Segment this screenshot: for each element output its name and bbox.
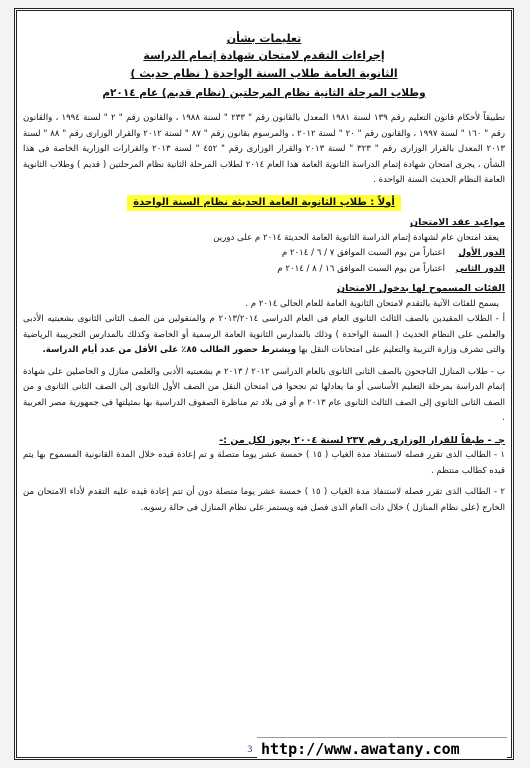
second-round-row <box>23 262 505 278</box>
decree-heading: جـ - طبقاً للقرار الوزارى رقم ٢٣٧ لسنة ٢٠٠٤ يجوز لكل من :- <box>219 434 505 446</box>
categories-heading: الفئات المسموح لها بدخول الامتحان <box>336 283 505 294</box>
intro-paragraph: تطبيقاً لأحكام قانون التعليم رقم ١٣٩ لسنة ١٩٨١ المعدل بالقانون رقم " ٢٣٣ " لسنة ١٩٨٨ ، والقانون رقم " ٢ " لسنة ١٩٩٤ ، والقانون رقم " ١٦٠ " لسنة ١٩٩٧ ، والقانون رقم " ٢٠ " لسنة ٢٠١٢ ، والمرسوم بقانون رقم " ٨٧ " لسنة ٢٠١٢ والقرار الوزارى رقم " ٨٨ " لسنة ٢٠١٣ المعدل بالقرار الوزارى رقم " ٣٢٣ " لسنة ٢٠١٣ والقرار الوزارى رقم " ٤٥٢ " لسنة ٢٠١٣ والقرارات الوزارية الخاصة فى هذا الشأن ، يجرى امتحان شهادة إتمام الدراسة الثانوية العامة هذا العام ٢٠١٤ لطلاب المرحلة الثانية نظام المرحلتين ( قديم ) وطلاب الثانوية العامة النظام الحديث السنة الواحدة . <box>23 113 506 185</box>
category-a-condition: ويشترط حضور الطالب ٨٥٪ على الأقل من عدد أيام الدراسة. <box>42 345 297 355</box>
title-line-4: وطلاب المرحلة الثانية نظام المرحلتين (نظام قديم) عام ٢٠١٤م <box>102 87 426 99</box>
second-round-date: اعتباراً من يوم السبت الموافق ١٦ / ٨ / ٢٠١٤ م <box>277 263 445 274</box>
section-header: أولاً : طلاب الثانوية العامة الحديثة نظام السنة الواحدة <box>127 195 401 211</box>
category-a-text: أ - الطلاب المقيدين بالصف الثالث الثانوى العام فى العام الدراسى ٢٠١٣/٢٠١٤ م والمنقولين من الصف الثانى الثانوى بشعبتيه الأدبى والعلمى على النظام الحديث ( السنة الواحدة ) وذلك بالمدارس الثانوية العامة الرسمية أو الخاصة وكذلك بالمدارس التجريبية الرياضية والتى تشرف وزارة التربية والتعليم على امتحانات النقل بها <box>23 314 505 355</box>
dates-text: يعقد امتحان عام لشهادة إتمام الدراسة الثانوية العامة الحديثة ٢٠١٤ م على دورين <box>213 232 499 243</box>
title-line-2: إجراءات التقدم لامتحان شهادة إتمام الدراسة <box>143 49 385 62</box>
decree-item-1: ١ - الطالب الذى تقرر فصله لاستنفاذ مدة الغياب ( ١٥ ) خمسة عشر يوما متصلة و تم إعادة قيده خلال المدة القانونية المسموح بها يتم قيده كطالب منتظم . <box>23 450 505 476</box>
document-body <box>23 17 505 751</box>
page-number: 3 <box>247 745 253 755</box>
document-page <box>14 8 514 760</box>
watermark-url: http://www.awatany.com <box>257 737 507 759</box>
first-round-date: اعتباراً من يوم السبت الموافق ٧ / ٦ / ٢٠١٤ م <box>281 248 445 258</box>
categories-text: يسمح للفئات الآتية بالتقدم لامتحان الثانوية العامة للعام الحالى ٢٠١٤ م . <box>245 298 499 309</box>
category-a <box>23 312 505 359</box>
title-line-3: الثانوية العامة طلاب السنة الواحدة ( نظام حديث ) <box>130 67 398 80</box>
title-line-1: تعليمات بشأن <box>226 32 302 45</box>
first-round-row <box>23 246 505 262</box>
decree-item-2: ٢ - الطالب الذى تقرر فصله لاستنفاذ مدة الغياب ( ١٥ ) خمسة عشر يوما متصلة دون أن تتم إعادة قيده عليه التقدم لأداء الامتحان من الخارج (على نظام المنازل ) خلال ذات العام الذى فصل فيه ويستمر على نظام المنازل فى حالة رسوبه. <box>23 487 505 513</box>
dates-heading: مواعيد عقد الامتحان <box>410 217 505 228</box>
second-round-label: الدور الثانى <box>455 263 505 274</box>
category-b: ب - طلاب المنازل الناجحون بالصف الثانى الثانوى بالعام الدراسى ٢٠١٢ / ٢٠١٣ م بشعبتيه الأدبى والعلمى منازل و الحاصلين على شهادة إتمام الدراسة بمرحلة التعليم الأساسى أو ما يعادلها ثم نجحوا فى امتحان النقل من الصف الأول الثانوى إلى الصف الثانى الثانوى و من الصف الثانى الثانوى إلى الصف الثالث الثانوى عام ٢٠١٣ م أو فى بلاد تم مناظرة الصفوف الدراسية بها بمثيلتها فى جمهورية مصر العربية . <box>23 366 505 423</box>
first-round-label: الدور الأول <box>458 248 505 258</box>
section-header-wrap <box>23 195 505 212</box>
